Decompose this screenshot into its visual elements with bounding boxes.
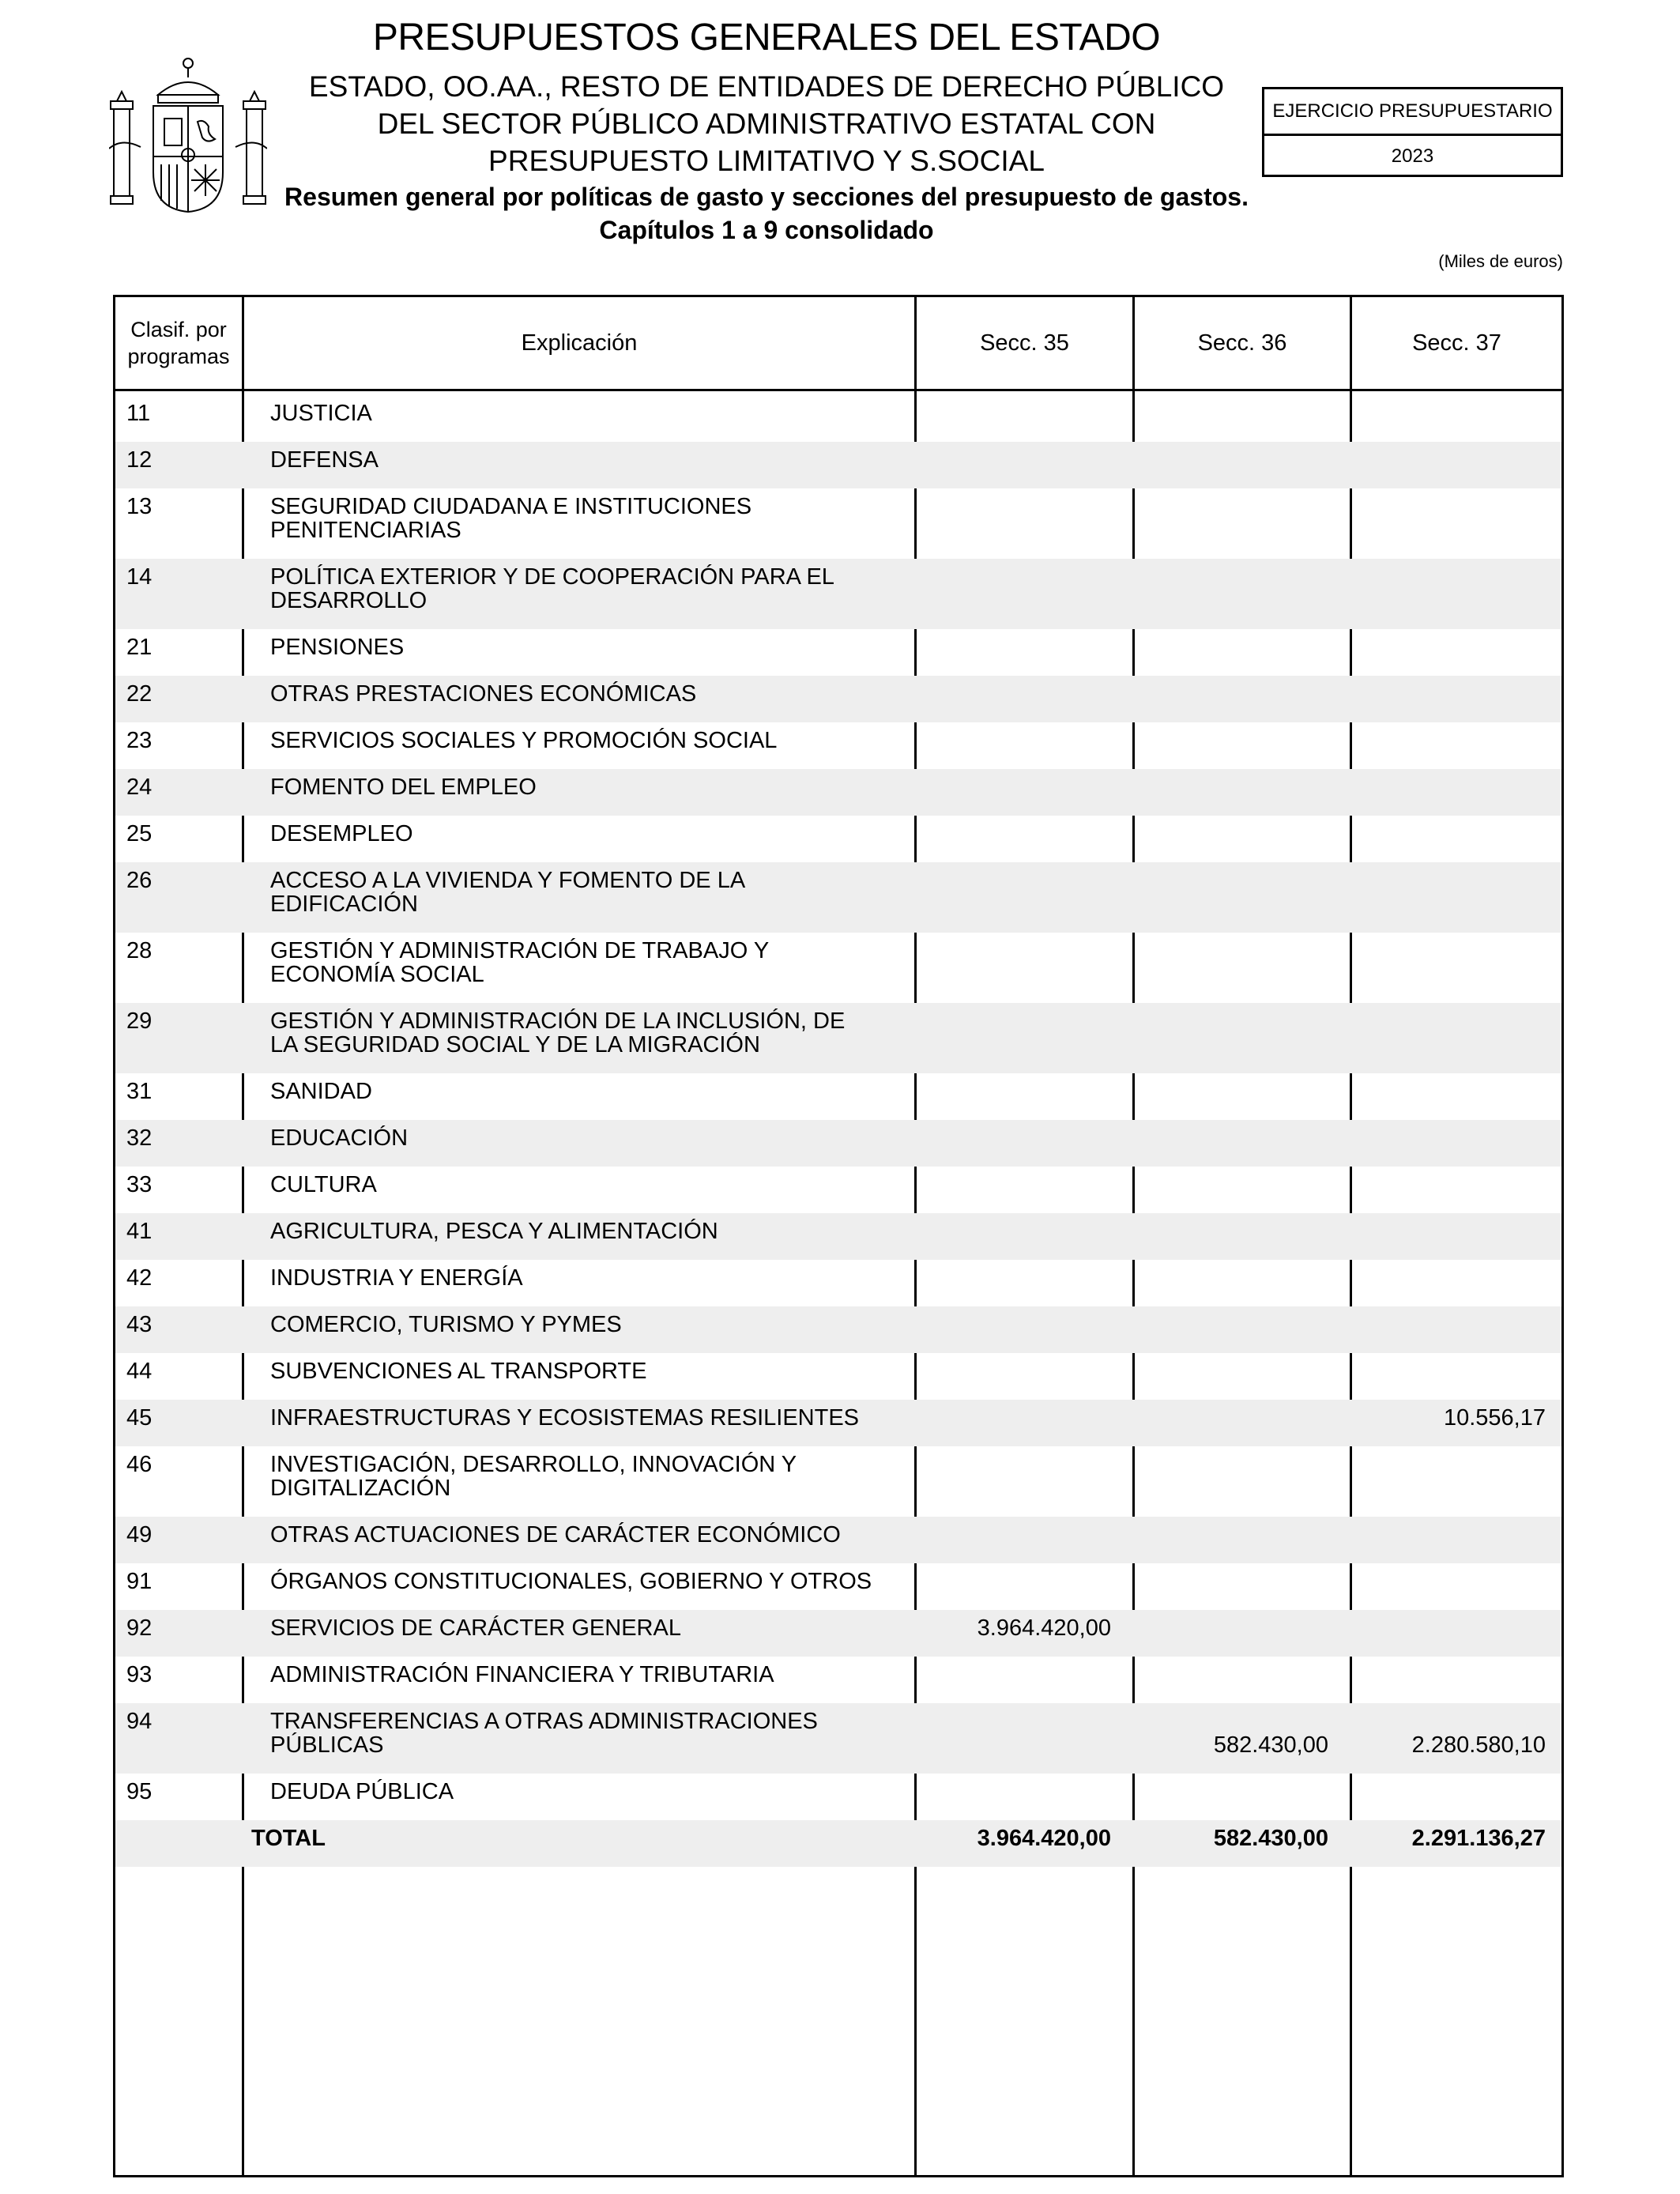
table-row [115, 488, 1561, 559]
program-description [270, 1220, 918, 1243]
table-row [115, 1703, 1561, 1774]
table-row [115, 1306, 1561, 1353]
program-description-line: JUSTICIA [270, 401, 372, 426]
program-description [270, 1453, 918, 1500]
table-row [115, 1003, 1561, 1073]
total-secc36-amount: 582.430,00 [1213, 1826, 1328, 1851]
program-description-line: OTRAS ACTUACIONES DE CARÁCTER ECONÓMICO [270, 1522, 841, 1547]
program-description [270, 635, 918, 659]
program-description [270, 1570, 918, 1593]
table-row [115, 1563, 1561, 1610]
program-code: 46 [126, 1452, 153, 1477]
program-description-line: SEGURIDAD CIUDADANA E INSTITUCIONES [270, 494, 752, 519]
program-description [270, 1616, 918, 1640]
program-description [270, 775, 918, 799]
program-description [270, 1406, 918, 1430]
column-header-secc35: Secc. 35 [980, 330, 1069, 356]
column-header-secc36: Secc. 36 [1197, 330, 1287, 356]
program-description [270, 869, 918, 916]
fiscal-year-label: EJERCICIO PRESUPUESTARIO [1264, 89, 1561, 136]
program-description-line: SANIDAD [270, 1079, 372, 1104]
program-code: 43 [126, 1312, 153, 1337]
total-label: TOTAL [251, 1826, 326, 1851]
program-description-line: DIGITALIZACIÓN [270, 1476, 451, 1501]
table-row [115, 395, 1561, 442]
program-description-line: LA SEGURIDAD SOCIAL Y DE LA MIGRACIÓN [270, 1032, 760, 1057]
budget-table [113, 295, 1564, 2177]
program-code: 42 [126, 1265, 153, 1291]
table-row [115, 1167, 1561, 1213]
table-row [115, 559, 1561, 629]
program-description [270, 1780, 918, 1804]
program-description [270, 1173, 918, 1197]
total-secc35-amount: 3.964.420,00 [977, 1826, 1111, 1851]
program-code: 12 [126, 447, 153, 473]
fiscal-year-value: 2023 [1391, 145, 1434, 167]
program-description-line: ECONOMÍA SOCIAL [270, 962, 484, 987]
program-code: 91 [126, 1569, 153, 1594]
program-description-line: INFRAESTRUCTURAS Y ECOSISTEMAS RESILIENTES [270, 1405, 860, 1431]
program-description [270, 1710, 918, 1757]
table-row [115, 1610, 1561, 1657]
summary-heading [269, 180, 1264, 247]
program-description [270, 1313, 918, 1336]
program-code: 93 [126, 1662, 153, 1687]
column-header-clasif-line: Clasif. por [130, 318, 227, 341]
program-code: 45 [126, 1405, 153, 1431]
program-description [270, 1359, 918, 1383]
program-description [270, 682, 918, 706]
program-code: 92 [126, 1615, 153, 1641]
program-description-line: PENITENCIARIAS [270, 518, 461, 543]
program-description [270, 1523, 918, 1547]
column-header-clasif-line: programas [127, 345, 230, 368]
table-row [115, 1213, 1561, 1260]
units-note: (Miles de euros) [1438, 251, 1563, 271]
document-subtitle [284, 68, 1249, 179]
program-description-line: ÓRGANOS CONSTITUCIONALES, GOBIERNO Y OTROS [270, 1569, 872, 1594]
table-row [115, 676, 1561, 722]
program-description [270, 939, 918, 986]
total-secc37-amount: 2.291.136,27 [1411, 1826, 1546, 1851]
table-row [115, 722, 1561, 769]
subtitle-line: PRESUPUESTO LIMITATIVO Y S.SOCIAL [488, 145, 1045, 177]
program-description-line: COMERCIO, TURISMO Y PYMES [270, 1312, 622, 1337]
program-description-line: DEUDA PÚBLICA [270, 1779, 454, 1804]
program-description [270, 401, 918, 425]
program-description-line: OTRAS PRESTACIONES ECONÓMICAS [270, 681, 697, 707]
program-description [270, 565, 918, 613]
program-description-line: DEFENSA [270, 447, 379, 473]
table-body [115, 395, 1561, 1867]
program-description-line: INDUSTRIA Y ENERGÍA [270, 1265, 523, 1291]
table-row [115, 1073, 1561, 1120]
program-description [270, 729, 918, 752]
program-description-line: INVESTIGACIÓN, DESARROLLO, INNOVACIÓN Y [270, 1452, 797, 1477]
program-description-line: AGRICULTURA, PESCA Y ALIMENTACIÓN [270, 1219, 718, 1244]
secc36-amount: 582.430,00 [1213, 1732, 1328, 1758]
program-code: 11 [126, 401, 151, 426]
program-description-line: CULTURA [270, 1172, 377, 1197]
column-header-clasif [115, 297, 242, 389]
program-description-line: TRANSFERENCIAS A OTRAS ADMINISTRACIONES [270, 1709, 818, 1734]
program-description [270, 822, 918, 846]
program-description-line: PÚBLICAS [270, 1732, 384, 1758]
program-description-line: EDUCACIÓN [270, 1125, 409, 1151]
program-code: 29 [126, 1008, 153, 1034]
table-row [115, 1657, 1561, 1703]
program-description-line: SERVICIOS SOCIALES Y PROMOCIÓN SOCIAL [270, 728, 778, 753]
table-row [115, 1260, 1561, 1306]
program-code: 94 [126, 1709, 153, 1734]
program-code: 23 [126, 728, 153, 753]
program-code: 33 [126, 1172, 153, 1197]
summary-line: Resumen general por políticas de gasto y secciones del presupuesto de gastos. [284, 183, 1249, 211]
table-row [115, 933, 1561, 1003]
summary-line: Capítulos 1 a 9 consolidado [599, 216, 934, 244]
program-description-line: DESARROLLO [270, 588, 428, 613]
table-row [115, 629, 1561, 676]
program-code: 14 [126, 564, 153, 590]
table-row [115, 816, 1561, 862]
header-divider [115, 389, 1561, 391]
program-description-line: PENSIONES [270, 635, 405, 660]
total-row [115, 1820, 1561, 1867]
program-code: 31 [126, 1079, 153, 1104]
program-code: 28 [126, 938, 153, 963]
program-description-line: EDIFICACIÓN [270, 892, 418, 917]
program-code: 21 [126, 635, 153, 660]
table-row [115, 769, 1561, 816]
fiscal-year-box [1262, 87, 1563, 177]
program-description [270, 1126, 918, 1150]
table-row [115, 862, 1561, 933]
program-description [270, 1266, 918, 1290]
coat-of-arms-emblem [109, 54, 267, 217]
program-code: 32 [126, 1125, 153, 1151]
program-description-line: ACCESO A LA VIVIENDA Y FOMENTO DE LA [270, 868, 746, 893]
program-code: 26 [126, 868, 153, 893]
program-description [270, 448, 918, 472]
program-description [270, 495, 918, 542]
table-row [115, 1517, 1561, 1563]
program-description-line: GESTIÓN Y ADMINISTRACIÓN DE LA INCLUSIÓN, DE [270, 1008, 846, 1034]
secc37-amount: 10.556,17 [1443, 1405, 1546, 1431]
program-description [270, 1009, 918, 1057]
subtitle-line: ESTADO, OO.AA., RESTO DE ENTIDADES DE DERECHO PÚBLICO [308, 70, 1225, 103]
program-description-line: ADMINISTRACIÓN FINANCIERA Y TRIBUTARIA [270, 1662, 774, 1687]
program-description-line: DESEMPLEO [270, 821, 413, 846]
table-row [115, 1774, 1561, 1820]
table-row [115, 1446, 1561, 1517]
program-description-line: SUBVENCIONES AL TRANSPORTE [270, 1359, 647, 1384]
program-description-line: POLÍTICA EXTERIOR Y DE COOPERACIÓN PARA EL [270, 564, 834, 590]
program-code: 95 [126, 1779, 153, 1804]
column-header-secc37: Secc. 37 [1412, 330, 1501, 356]
subtitle-line: DEL SECTOR PÚBLICO ADMINISTRATIVO ESTATAL CON [377, 107, 1156, 140]
column-header-explicacion: Explicación [521, 330, 638, 356]
secc37-amount: 2.280.580,10 [1411, 1732, 1546, 1758]
program-code: 41 [126, 1219, 153, 1244]
program-code: 25 [126, 821, 153, 846]
document-title: PRESUPUESTOS GENERALES DEL ESTADO [372, 17, 1161, 58]
program-description-line: FOMENTO DEL EMPLEO [270, 775, 537, 800]
table-row [115, 442, 1561, 488]
program-description-line: GESTIÓN Y ADMINISTRACIÓN DE TRABAJO Y [270, 938, 770, 963]
table-row [115, 1120, 1561, 1167]
program-code: 22 [126, 681, 153, 707]
program-description [270, 1080, 918, 1103]
program-code: 49 [126, 1522, 153, 1547]
program-description [270, 1663, 918, 1687]
program-code: 13 [126, 494, 153, 519]
table-row [115, 1400, 1561, 1446]
secc35-amount: 3.964.420,00 [977, 1615, 1111, 1641]
table-row [115, 1353, 1561, 1400]
program-description-line: SERVICIOS DE CARÁCTER GENERAL [270, 1615, 681, 1641]
program-code: 24 [126, 775, 153, 800]
program-code: 44 [126, 1359, 153, 1384]
